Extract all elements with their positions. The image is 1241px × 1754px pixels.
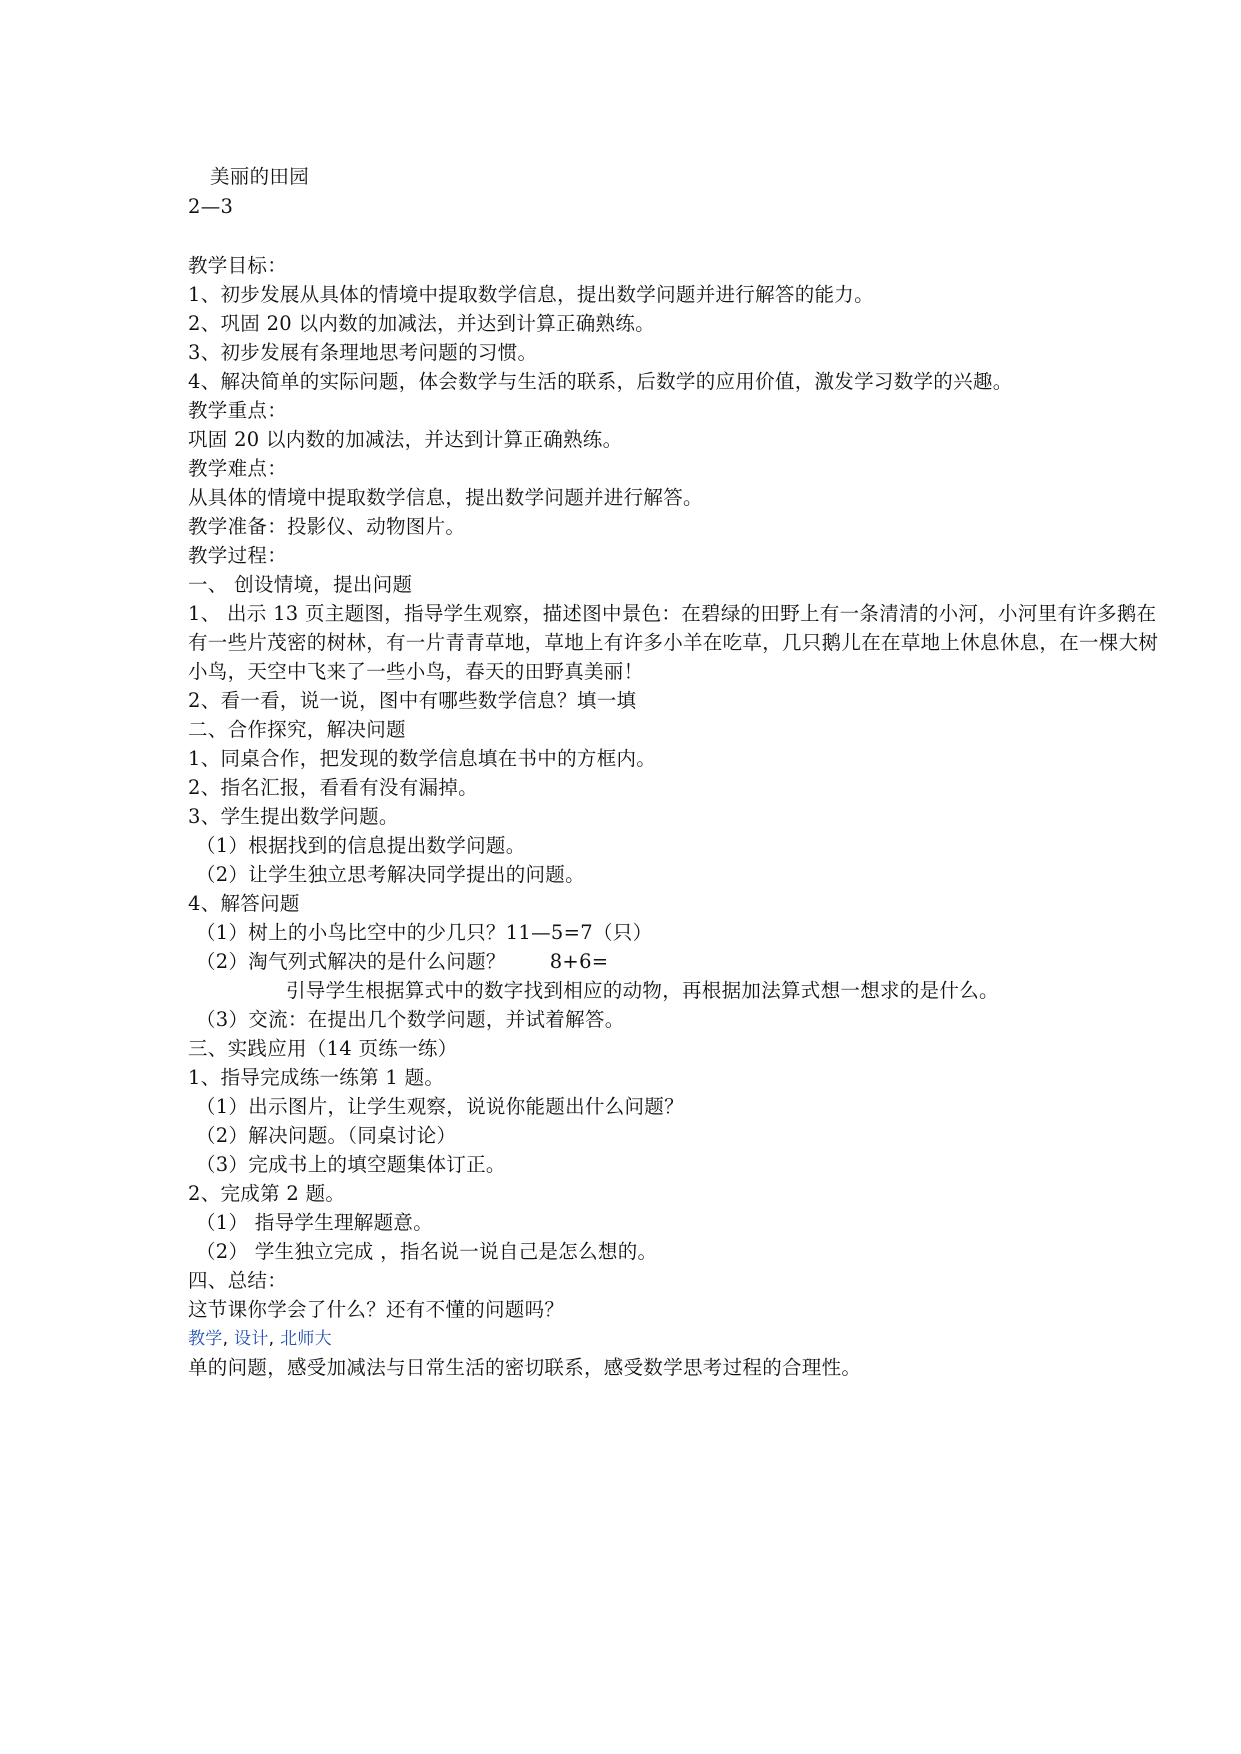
tag-link[interactable]: 教学 [188, 1329, 223, 1349]
sub-list-item: （2）让学生独立思考解决同学提出的问题。 [196, 863, 585, 886]
summary-question: 这节课你学会了什么？还有不懂的问题吗？ [188, 1298, 565, 1321]
sub-list-item [196, 948, 608, 976]
list-item: 2、完成第 2 题。 [188, 1182, 346, 1205]
difficulty-heading: 教学难点： [188, 457, 288, 480]
sub-list-item: （2） 学生独立完成 ，指名说一说自己是怎么想的。 [196, 1240, 658, 1263]
equation-text: 8+6= [549, 950, 609, 973]
list-item: 4、解答问题 [188, 892, 300, 915]
list-item: 1、指导完成练一练第 1 题。 [188, 1066, 445, 1089]
difficulty-text: 从具体的情境中提取数学信息，提出数学问题并进行解答。 [188, 486, 703, 509]
document-title: 美丽的田园 [210, 165, 310, 188]
section-heading: 二、合作探究，解决问题 [188, 718, 406, 741]
objective-item: 1、初步发展从具体的情境中提取数学信息，提出数学问题并进行解答的能力。 [188, 283, 874, 306]
tag-separator: , [268, 1329, 281, 1349]
objective-item: 3、初步发展有条理地思考问题的习惯。 [188, 341, 538, 364]
sub-list-item: （1） 指导学生理解题意。 [196, 1211, 434, 1234]
sub-list-item: （3）交流：在提出几个数学问题，并试着解答。 [196, 1008, 625, 1031]
sub-list-item: （1）树上的小鸟比空中的少几只？11—5=7（只） [196, 921, 653, 944]
section-heading: 三、实践应用（14 页练一练） [188, 1037, 458, 1060]
list-item: 2、看一看，说一说，图中有哪些数学信息？填一填 [188, 689, 637, 712]
list-item: 1、同桌合作，把发现的数学信息填在书中的方框内。 [188, 747, 657, 770]
tag-link[interactable]: 北师大 [280, 1329, 332, 1349]
sub-list-item-text: （2）淘气列式解决的是什么问题？ [196, 950, 506, 973]
sub-list-item: （2）解决问题。（同桌讨论） [196, 1124, 457, 1147]
document-subtitle: 2—3 [188, 195, 234, 218]
paragraph-line: 1、 出示 13 页主题图，指导学生观察，描述图中景色：在碧绿的田野上有一条清清的小河，小河里有许多鹅在 [188, 602, 1157, 625]
paragraph-line: 有一些片茂密的树林，有一片青青草地，草地上有许多小羊在吃草，几只鹅儿在在草地上休息休息，在一棵大树 [188, 631, 1159, 654]
list-item: 3、学生提出数学问题。 [188, 805, 399, 828]
paragraph-line: 小鸟，天空中飞来了一些小鸟，春天的田野真美丽！ [188, 660, 644, 683]
key-point-text: 巩固 20 以内数的加减法，并达到计算正确熟练。 [188, 428, 623, 451]
trailing-text: 单的问题，感受加减法与日常生活的密切联系，感受数学思考过程的合理性。 [188, 1356, 862, 1379]
tag-list [188, 1325, 332, 1353]
sub-list-item: （3）完成书上的填空题集体订正。 [196, 1153, 506, 1176]
sub-list-item: （1）根据找到的信息提出数学问题。 [196, 834, 526, 857]
key-point-heading: 教学重点： [188, 399, 288, 422]
objective-item: 2、巩固 20 以内数的加减法，并达到计算正确熟练。 [188, 312, 655, 335]
list-item: 2、指名汇报，看看有没有漏掉。 [188, 776, 478, 799]
sub-list-item: （1）出示图片，让学生观察，说说你能题出什么问题？ [196, 1095, 684, 1118]
tag-link[interactable]: 设计 [234, 1329, 269, 1349]
guidance-note: 引导学生根据算式中的数字找到相应的动物，再根据加法算式想一想求的是什么。 [286, 979, 999, 1002]
process-heading: 教学过程： [188, 544, 288, 567]
objectives-heading: 教学目标： [188, 254, 288, 277]
preparation-text: 教学准备：投影仪、动物图片。 [188, 515, 466, 538]
objective-item: 4、解决简单的实际问题，体会数学与生活的联系，后数学的应用价值，激发学习数学的兴趣。 [188, 370, 1013, 393]
tag-separator: , [222, 1329, 235, 1349]
section-heading: 四、总结： [188, 1269, 288, 1292]
section-heading: 一、 创设情境，提出问题 [188, 573, 413, 596]
